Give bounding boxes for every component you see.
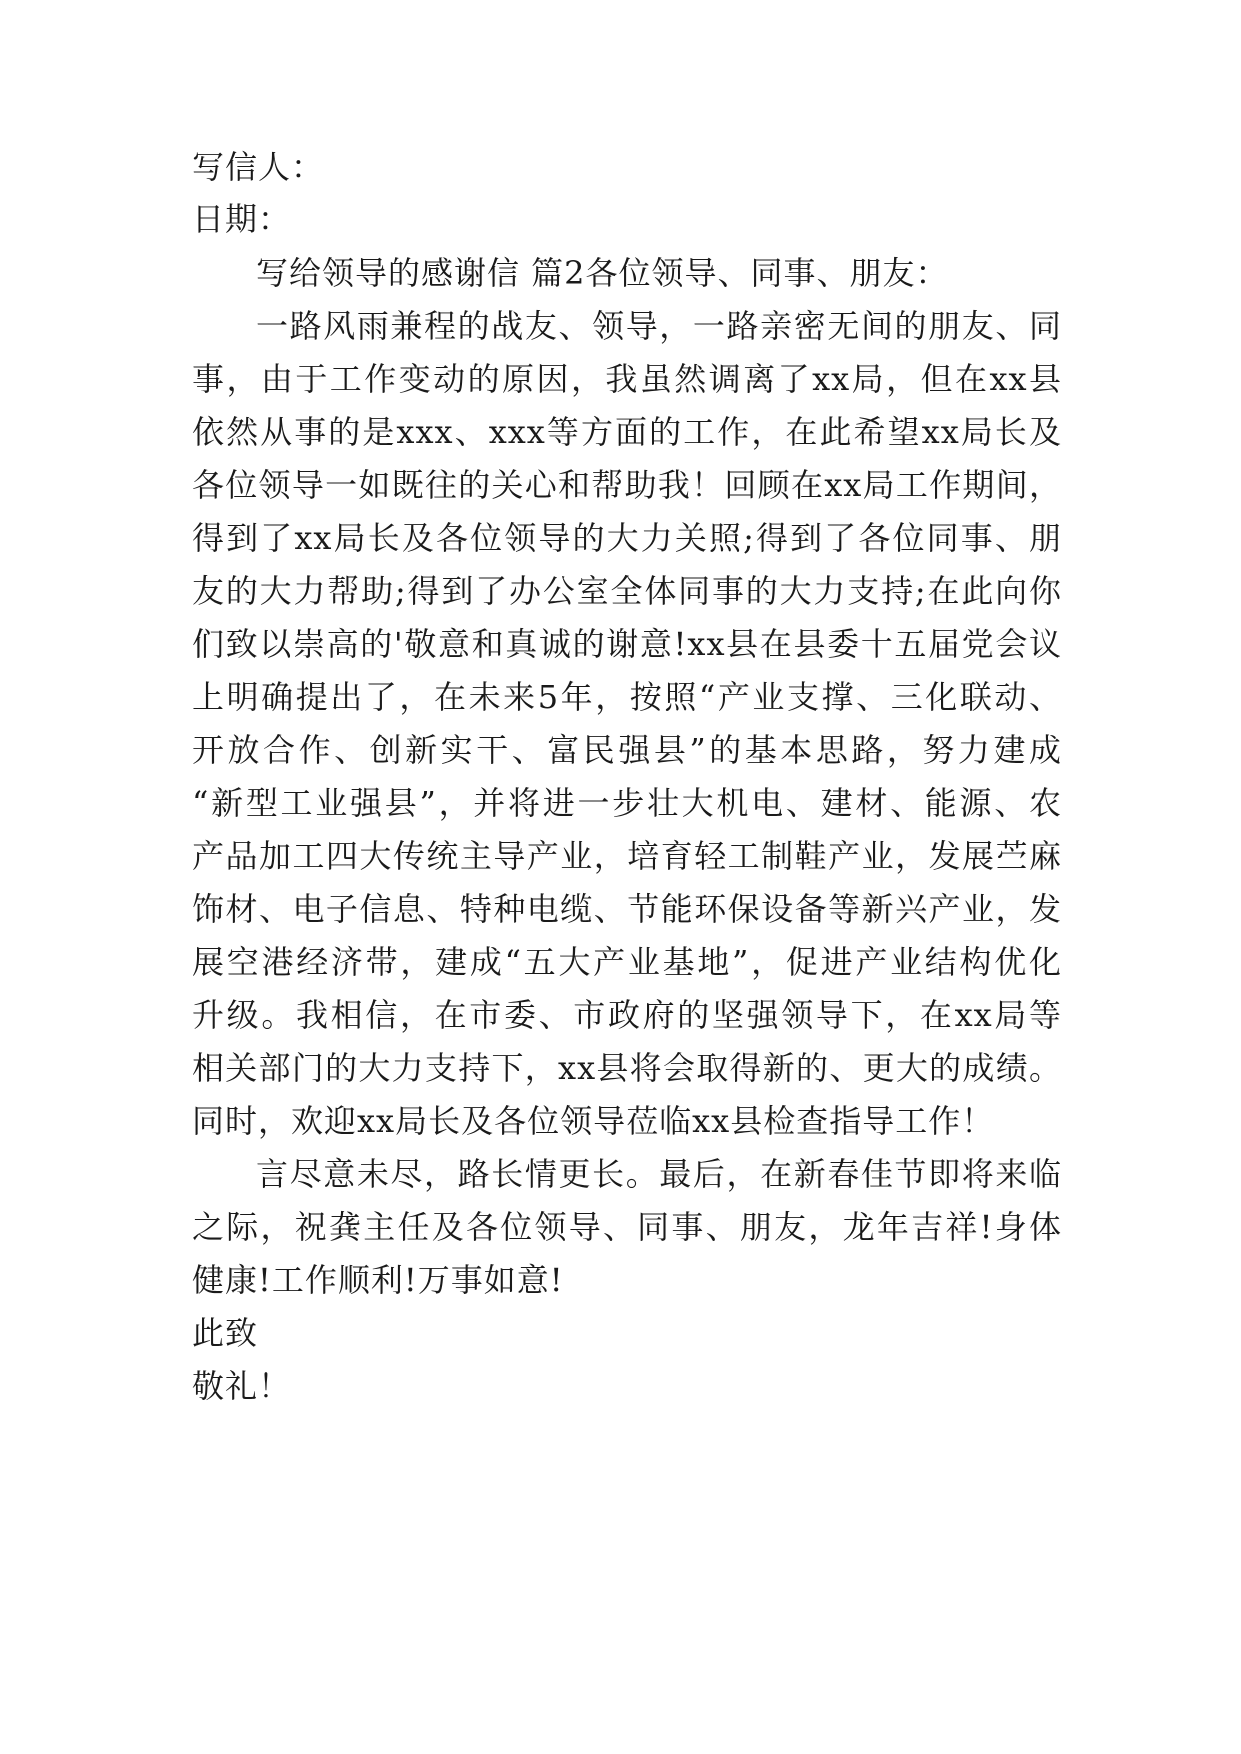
body-line: 依然从事的是xxx、xxx等方面的工作，在此希望xx局长及: [192, 413, 1062, 451]
body-line: 友的大力帮助;得到了办公室全体同事的大力支持;在此向你: [192, 572, 1062, 610]
body-line: 一路风雨兼程的战友、领导，一路亲密无间的朋友、同: [256, 307, 1062, 345]
body-line: 上明确提出了，在未来5年，按照“产业支撑、三化联动、: [192, 678, 1062, 716]
body-line: 展空港经济带，建成“五大产业基地”，促进产业结构优化: [192, 943, 1062, 981]
body-line: 得到了xx局长及各位领导的大力关照;得到了各位同事、朋: [192, 519, 1062, 557]
body-line: 事，由于工作变动的原因，我虽然调离了xx局，但在xx县: [192, 360, 1062, 398]
body-line: 们致以崇高的'敬意和真诚的谢意!xx县在县委十五届党会议: [192, 625, 1062, 663]
body-line: 饰材、电子信息、特种电缆、节能环保设备等新兴产业，发: [192, 890, 1062, 928]
sign-off-zhici: 此致: [192, 1314, 259, 1352]
closing-line: 健康!工作顺利!万事如意!: [192, 1261, 564, 1299]
letter-heading: 写给领导的感谢信 篇2各位领导、同事、朋友：: [256, 254, 949, 292]
writer-label: 写信人：: [192, 148, 325, 186]
body-line: 产品加工四大传统主导产业，培育轻工制鞋产业，发展苎麻: [192, 837, 1062, 875]
date-label: 日期：: [192, 200, 292, 238]
closing-line: 言尽意未尽，路长情更长。最后，在新春佳节即将来临: [256, 1155, 1062, 1193]
body-line: 相关部门的大力支持下，xx县将会取得新的、更大的成绩。: [192, 1049, 1062, 1087]
body-line: 升级。我相信，在市委、市政府的坚强领导下，在xx局等: [192, 996, 1062, 1034]
body-line: 开放合作、创新实干、富民强县”的基本思路，努力建成: [192, 731, 1062, 769]
sign-off-jingli: 敬礼！: [192, 1367, 292, 1405]
closing-line: 之际，祝龚主任及各位领导、同事、朋友，龙年吉祥!身体: [192, 1208, 1062, 1246]
body-line: 各位领导一如既往的关心和帮助我！回顾在xx局工作期间，: [192, 466, 1062, 504]
body-line: “新型工业强县”，并将进一步壮大机电、建材、能源、农: [192, 784, 1062, 822]
body-line: 同时，欢迎xx局长及各位领导莅临xx县检查指导工作！: [192, 1102, 995, 1140]
